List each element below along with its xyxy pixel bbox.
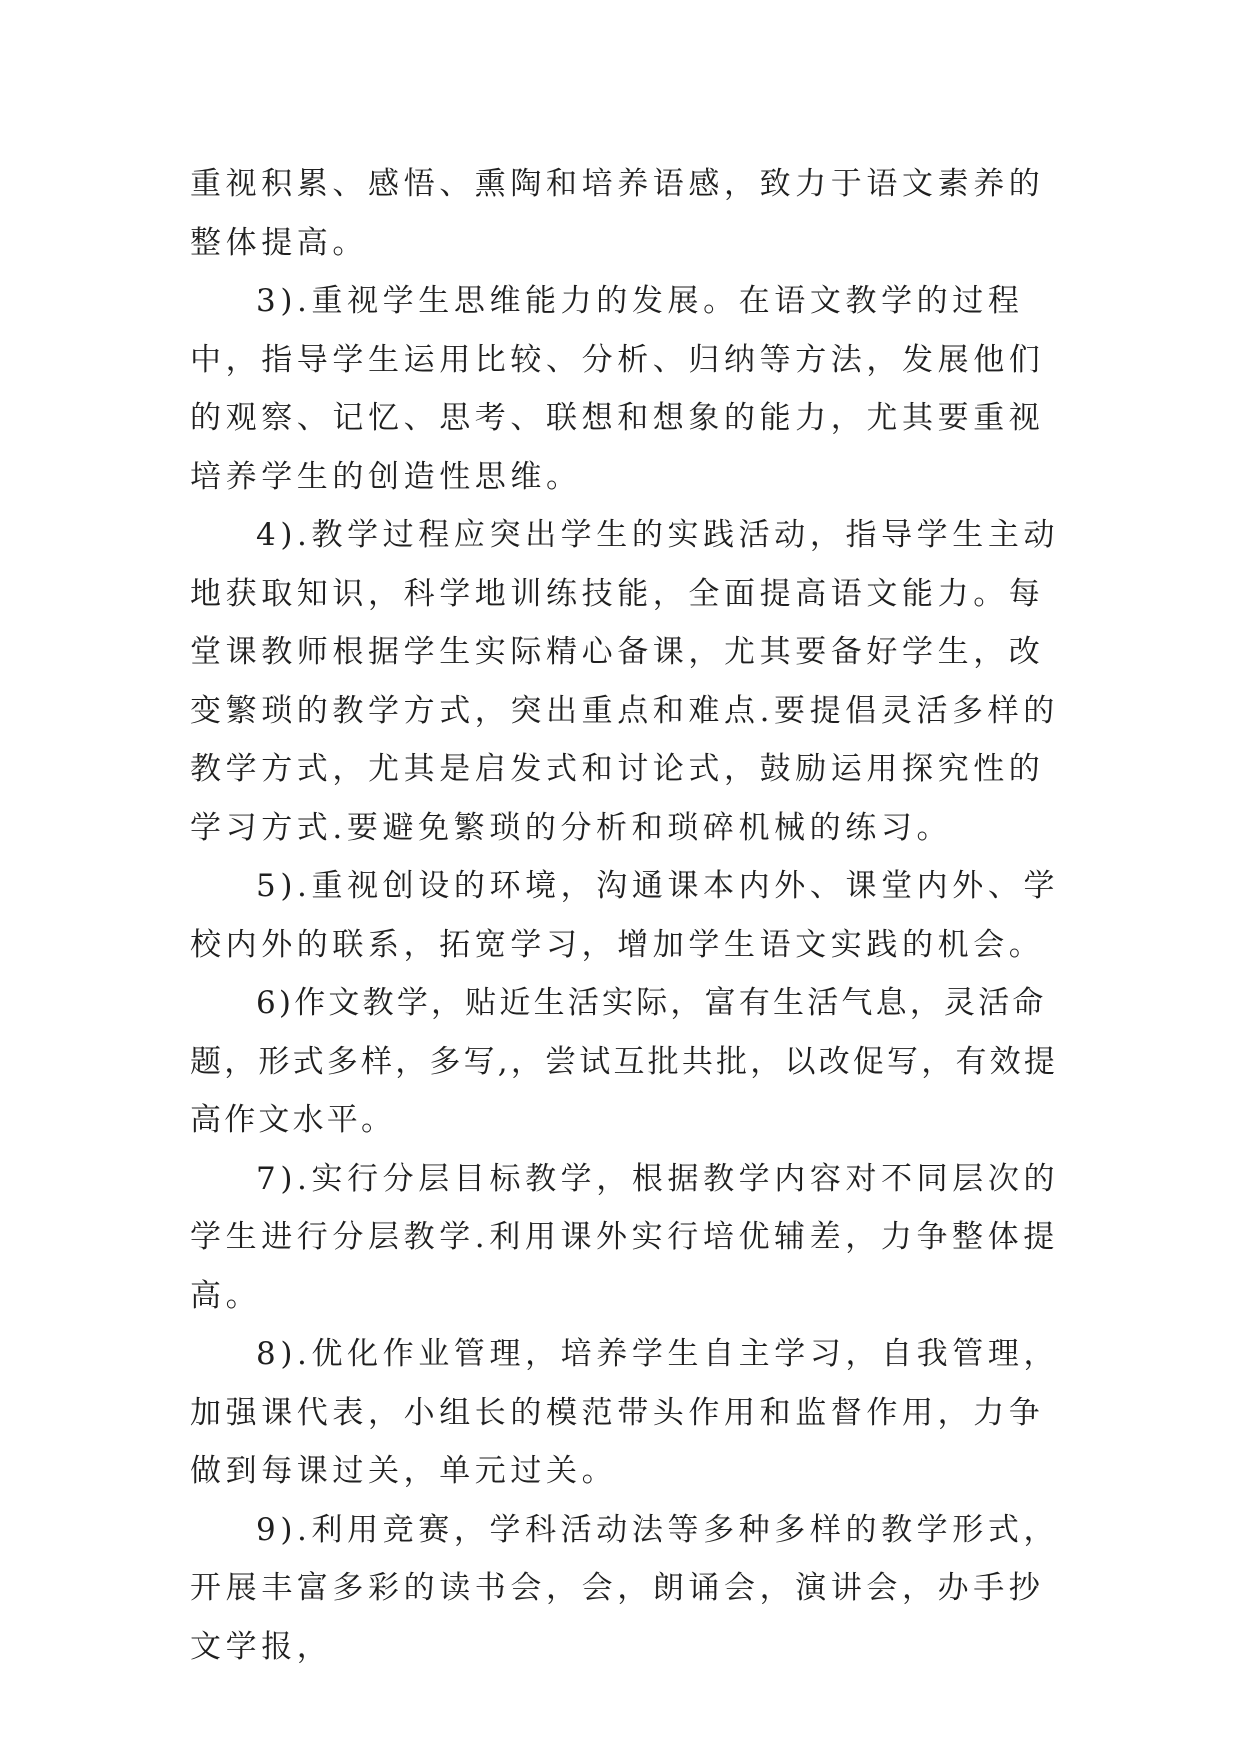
paragraph-continuation: 重视积累、感悟、熏陶和培养语感，致力于语文素养的整体提高。 [190,166,1045,261]
paragraph-item-7: 7).实行分层目标教学，根据教学内容对不同层次的学生进行分层教学.利用课外实行培优辅差，力争整体提高。 [190,1160,1060,1314]
paragraph-item-3: 3).重视学生思维能力的发展。在语文教学的过程中，指导学生运用比较、分析、归纳等方法，发展他们的观察、记忆、思考、联想和想象的能力，尤其要重视培养学生的创造性思维。 [190,283,1045,495]
paragraph-item-6: 6)作文教学，贴近生活实际，富有生活气息，灵活命题，形式多样，多写,，尝试互批共批，以改促写，有效提高作文水平。 [190,985,1059,1138]
paragraph-item-5: 5).重视创设的环境，沟通课本内外、课堂内外、学校内外的联系，拓宽学习，增加学生语文实践的机会。 [190,868,1060,963]
paragraph-item-8: 8).优化作业管理，培养学生自主学习，自我管理，加强课代表，小组长的模范带头作用和监督作用，力争做到每课过关，单元过关。 [190,1336,1060,1489]
body-text [190,155,1070,1676]
paragraph-item-9: 9).利用竞赛，学科活动法等多种多样的教学形式，开展丰富多彩的读书会，会，朗诵会，演讲会，办手抄文学报， [190,1511,1060,1665]
paragraph-item-4: 4).教学过程应突出学生的实践活动，指导学生主动地获取知识，科学地训练技能，全面提高语文能力。每堂课教师根据学生实际精心备课，尤其要备好学生，改变繁琐的教学方式，突出重点和难点.要提倡灵活多样的教学方式，尤其是启发式和讨论式，鼓励运用探究性的学习方式.要避免繁琐的分析和琐碎机械的练习。 [190,517,1060,846]
